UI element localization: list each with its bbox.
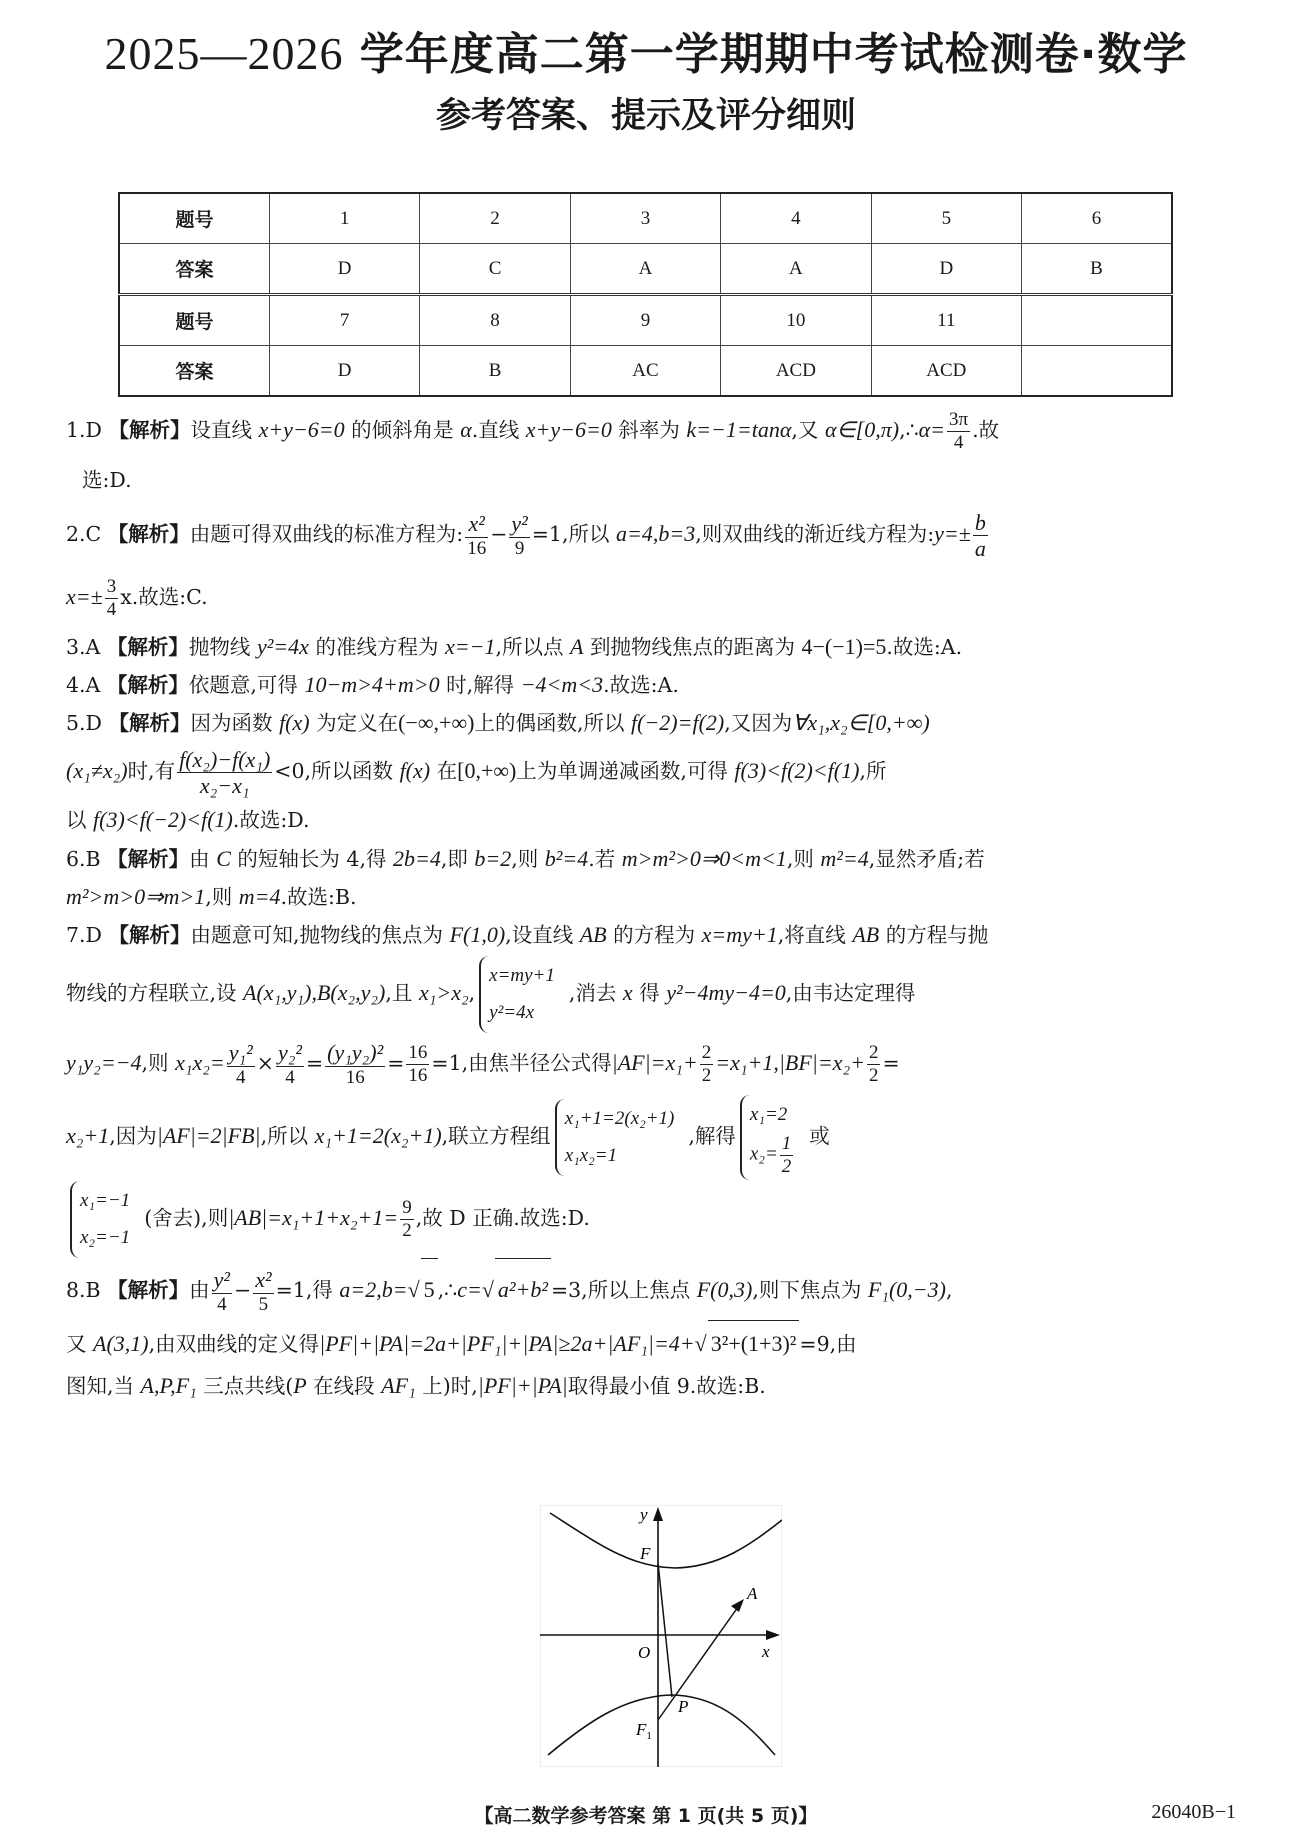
solution-line: m²>m>0⇒m>1,则 m=4.故选:B. <box>66 884 357 909</box>
page-title <box>0 18 1292 82</box>
solution-line: (x₁≠x₂)时,有 $\frac{\text{f(x₂)−f(x₁)}}{\text{x₂−x₁}}$ <0,所以函数 f(x) 在[0,+∞)上为单调递减函数,可得 f(3)<f(2)<f(1),所 <box>66 746 887 798</box>
answer-cell: B <box>1022 244 1172 295</box>
solution-line: x₁=−1 x₂=−1 (舍去),则|AB|=x₁+1+x₂+1= $\frac{9}{2}$ ,故 D 正确.故选:D. <box>66 1178 1236 1258</box>
answer-table <box>118 192 1173 397</box>
solution-4 <box>66 666 1236 704</box>
solution-line: 8.B 【解析】由 $\frac{\text{y²}}{4}$ − $\frac{\text{x²}}{5}$ =1,得 a=2,b=√ 5 ,∴c=√ a²+b² =3,所以上焦点 F(0,3),则下焦点为 F₁(0,−3), <box>66 1258 1236 1320</box>
question-number: 3 <box>570 193 720 244</box>
question-number: 2 <box>420 193 570 244</box>
year-range: 2025—2026 <box>104 28 344 79</box>
equation-system: x₁=−1 x₂=−1 <box>70 1181 140 1257</box>
solution-line: 7.D 【解析】由题意可知,抛物线的焦点为 F(1,0),设直线 AB 的方程为 x=my+1,将直线 AB 的方程与抛 <box>66 922 989 947</box>
equation-system: x=my+1 y²=4x <box>479 956 565 1032</box>
answer-cell: AC <box>570 346 720 397</box>
solution-line: 选:D. <box>82 468 132 492</box>
question-number: 6 <box>1022 193 1172 244</box>
upper-branch <box>550 1513 782 1568</box>
equation-system: x₁=2 x₂= $\frac{1}{2}$ <box>740 1095 805 1180</box>
solution-line: 物线的方程联立,设 A(x₁,y₁),B(x₂,y₂),且 x₁>x₂, x=my+1 y²=4x ,消去 x 得 y²−4my−4=0,由韦达定理得 <box>66 954 1236 1032</box>
title-text: 学年度高二第一学期期中考试检测卷·数学 <box>359 29 1188 80</box>
answer-cell: B <box>420 346 570 397</box>
fraction: $\frac{9}{2}$ <box>402 1197 412 1241</box>
solution-3 <box>66 628 1236 666</box>
fraction: $\frac{\text{y²}}{9}$ <box>511 511 528 559</box>
figure-frame <box>540 1505 782 1767</box>
question-number: 1 <box>269 193 419 244</box>
point-a-label: A <box>747 1584 758 1603</box>
header-cell: 答案 <box>119 244 269 295</box>
fraction: $\frac{\text{y₁²}}{4}$ <box>228 1040 253 1088</box>
answer-cell: D <box>871 244 1021 295</box>
solution-line: 5.D 【解析】因为函数 f(x) 为定义在(−∞,+∞)上的偶函数,所以 f(−2)=f(2),又因为∀x₁,x₂∈[0,+∞) <box>66 710 930 735</box>
solution-line: 图知,当 A,P,F₁ 三点共线(P 在线段 AF₁ 上)时,|PF|+|PA|取得最小值 9.故选:B. <box>66 1373 766 1398</box>
header-cell: 题号 <box>119 295 269 346</box>
header-cell: 答案 <box>119 346 269 397</box>
solution-line: 3.A 【解析】抛物线 y²=4x 的准线方程为 x=−1,所以点 A 到抛物线焦点的距离为 4−(−1)=5.故选:A. <box>66 634 963 659</box>
fraction: $\frac{3}{4}$ <box>106 576 117 620</box>
question-number: 7 <box>269 295 419 346</box>
question-number <box>1022 295 1172 346</box>
fraction: $\frac{\text{x²}}{5}$ <box>255 1267 272 1315</box>
equation-system: x₁+1=2(x₂+1) x₁x₂=1 <box>555 1099 685 1175</box>
page-code: 26040B−1 <box>1151 1801 1236 1823</box>
question-number: 4 <box>721 193 871 244</box>
point-p-label: P <box>678 1697 689 1716</box>
point-a-arrow <box>731 1599 744 1612</box>
answer-cell: A <box>570 244 720 295</box>
solution-line: 1.D 【解析】设直线 x+y−6=0 的倾斜角是 α.直线 x+y−6=0 斜率为 k=−1=tanα,又 α∈[0,π),∴α= $\frac{3\pi}{4}$ .故 <box>66 409 1000 453</box>
hyperbola-figure <box>540 1505 782 1767</box>
solutions <box>66 402 1236 1406</box>
x-axis-arrow <box>766 1630 780 1640</box>
question-number: 9 <box>570 295 720 346</box>
solution-line: 以 f(3)<f(−2)<f(1).故选:D. <box>66 807 310 832</box>
solution-2 <box>66 502 1236 628</box>
solution-5 <box>66 704 1236 840</box>
table-row <box>119 295 1172 346</box>
question-number: 8 <box>420 295 570 346</box>
solution-7 <box>66 916 1236 1258</box>
solution-line: 6.B 【解析】由 C 的短轴长为 4,得 2b=4,即 b=2,则 b²=4.若 m>m²>0⇒0<m<1,则 m²=4,显然矛盾;若 <box>66 846 985 871</box>
fraction: $\frac{1}{2}$ <box>781 1133 792 1178</box>
table-row <box>119 346 1172 397</box>
answer-cell: A <box>721 244 871 295</box>
fraction: $\frac{b}{a}$ <box>974 509 986 561</box>
solution-8 <box>66 1258 1236 1406</box>
solution-line: 4.A 【解析】依题意,可得 10−m>4+m>0 时,解得 −4<m<3.故选:A. <box>66 672 679 697</box>
question-number: 5 <box>871 193 1021 244</box>
solution-line: x=± $\frac{3}{4}$ x.故选:C. <box>66 576 208 620</box>
answer-cell: ACD <box>721 346 871 397</box>
focus-f1-label: $F_1$ <box>636 1720 652 1742</box>
header-cell: 题号 <box>119 193 269 244</box>
segment-pf <box>658 1563 672 1697</box>
fraction: $\frac{\text{f(x₂)−f(x₁)}}{\text{x₂−x₁}}$ <box>179 746 271 798</box>
fraction: $\frac{\text{(y₁y₂)²}}{16}$ <box>327 1040 384 1088</box>
solution-line: 2.C 【解析】由题可得双曲线的标准方程为: $\frac{\text{x²}}{16}$ − $\frac{\text{y²}}{9}$ =1,所以 a=4,b=3,则双曲线的渐近线方程为:y=± $\frac{b}{a}$ <box>66 509 986 561</box>
solution-line: x₂+1,因为|AF|=2|FB|,所以 x₁+1=2(x₂+1),联立方程组 x₁+1=2(x₂+1) x₁x₂=1 ,解得 x₁=2 x₂= $\frac{1}{2}$ 或 <box>66 1094 1236 1178</box>
fraction: $\frac{3\pi}{4}$ <box>949 409 969 453</box>
table-row <box>119 244 1172 295</box>
fraction: $\frac{\text{y²}}{4}$ <box>213 1267 231 1315</box>
solution-1 <box>66 402 1236 502</box>
y-axis-arrow <box>653 1507 663 1521</box>
solution-line: y₁y₂=−4,则 x₁x₂= $\frac{\text{y₁²}}{4}$ × $\frac{\text{y₂²}}{4}$ = $\frac{\text{(y₁y₂)²}}{16}$ = $\frac{16}{16}$ =1,由焦半径公式得|AF|=x₁+ $\frac{2}{2}$ =x₁+1,|BF|=x₂+ $\frac{2}{2}$ = <box>66 1040 900 1088</box>
x-axis-label: x <box>762 1642 770 1661</box>
solution-line: 又 A(3,1),由双曲线的定义得|PF|+|PA|=2a+|PF₁|+|PA|≥2a+|AF₁|=4+√ 3²+(1+3)² =9,由 <box>66 1320 1236 1366</box>
answer-cell <box>1022 346 1172 397</box>
question-number: 10 <box>721 295 871 346</box>
footer: 【高二数学参考答案 第 1 页(共 5 页)】 <box>474 1805 818 1827</box>
answer-cell: ACD <box>871 346 1021 397</box>
answer-cell: C <box>420 244 570 295</box>
table-row <box>119 193 1172 244</box>
focus-f-label: F <box>640 1544 651 1563</box>
segment-af1 <box>658 1607 738 1720</box>
fraction: $\frac{2}{2}$ <box>868 1042 879 1086</box>
answer-cell: D <box>269 244 419 295</box>
fraction: $\frac{2}{2}$ <box>701 1042 712 1086</box>
fraction: $\frac{\text{x²}}{16}$ <box>467 511 487 559</box>
solution-6 <box>66 840 1236 916</box>
answer-cell: D <box>269 346 419 397</box>
lower-branch <box>548 1695 775 1755</box>
fraction: $\frac{\text{y₂²}}{4}$ <box>277 1040 302 1088</box>
page-subtitle: 参考答案、提示及评分细则 <box>435 96 856 136</box>
origin-label: O <box>638 1643 651 1662</box>
y-axis-label: y <box>640 1505 648 1524</box>
fraction: $\frac{16}{16}$ <box>408 1042 428 1086</box>
question-number: 11 <box>871 295 1021 346</box>
